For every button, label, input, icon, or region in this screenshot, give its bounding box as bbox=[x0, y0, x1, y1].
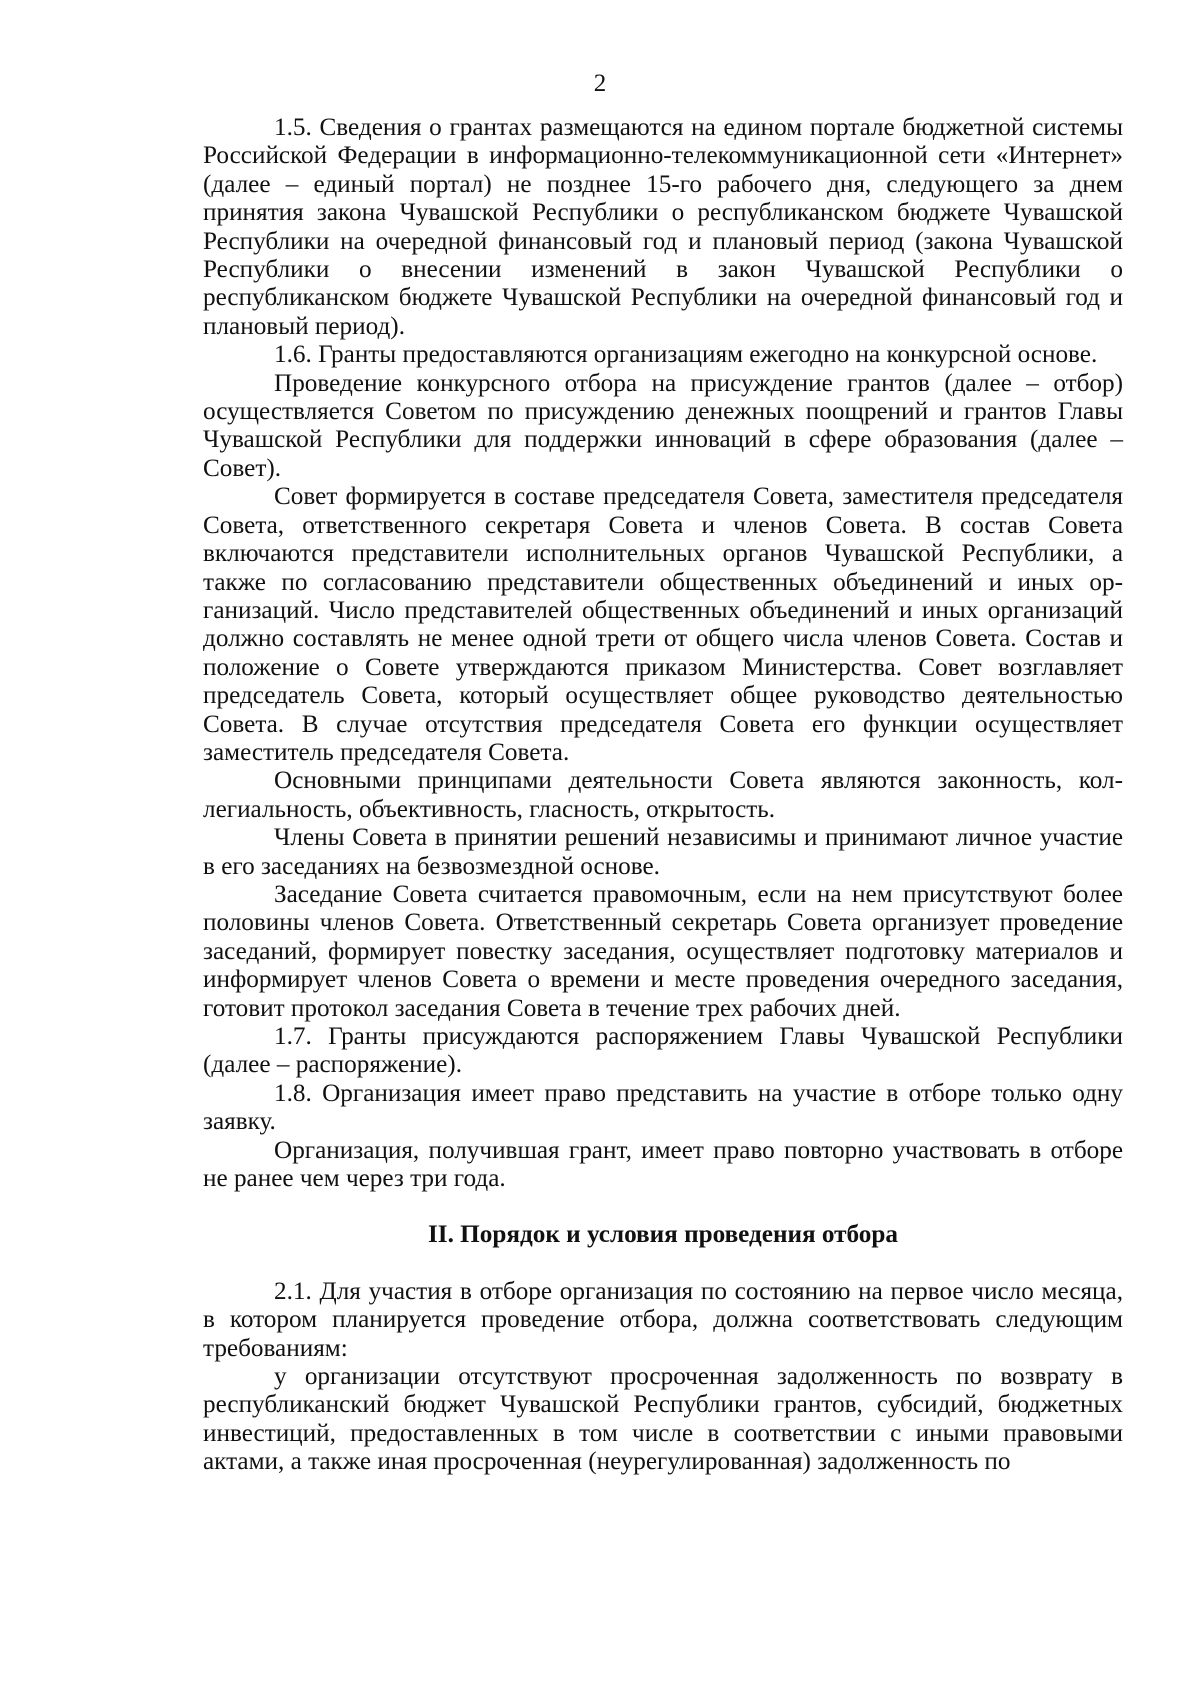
paragraph-debt-requirement: у организации отсутствуют просроченная задолженность по возврату в республиканский бюджет Чувашской Республики грантов, субсидий, бюджетных инвестиций, предоставленных в том числе в соответствии с иными правовыми актами, а также иная просроченная (неурегулированная) задолженность по bbox=[203, 1363, 1123, 1476]
paragraph-1-7: 1.7. Гранты присуждаются распоряжением Главы Чувашской Республики (далее – распоряжение). bbox=[203, 1023, 1123, 1079]
paragraph-council-meeting: Заседание Совета считается правомочным, если на нем присутствуют более половины членов Совета. Ответственный секретарь Совета организует проведение заседаний, формирует повестку заседания, осуществляет подготовку материалов и информирует членов Совета о времени и месте проведения очередного заседания, готовит протокол заседания Совета в течение трех рабочих дней. bbox=[203, 880, 1123, 1022]
paragraph-2-1: 2.1. Для участия в отборе организация по состоянию на первое число месяца, в котором планируется проведение отбора, должна соответствовать следующим требованиям: bbox=[203, 1277, 1123, 1362]
paragraph-1-8: 1.8. Организация имеет право представить на участие в отборе только одну заявку. bbox=[203, 1079, 1123, 1136]
document-body bbox=[203, 114, 1123, 1477]
paragraph-selection-procedure: Проведение конкурсного отбора на присуждение грантов (далее – отбор) осуществляется Советом по присуждению денежных поощрений и грантов Главы Чувашской Республики для поддержки инноваций в сфере образования (далее – Совет). bbox=[203, 369, 1123, 482]
paragraph-council-composition: Совет формируется в составе председателя Совета, заместителя председателя Совета, ответственного секретаря Совета и членов Совета. В состав Совета включаются представители исполнительных органов Чувашской Республики, а также по согласованию представители общественных объединений и иных организаций. Число представителей общественных объединений и иных организаций должно составлять не менее одной трети от общего числа членов Совета. Состав и положение о Совете утверждаются приказом Министерства. Совет возглавляет председатель Совета, который осуществляет общее руководство деятельностью Совета. В случае отсутствия председателя Совета его функции осуществляет заместитель председателя Совета. bbox=[203, 483, 1123, 766]
section-heading: II. Порядок и условия проведения отбора bbox=[427, 1221, 898, 1249]
paragraph-repeat-participation: Организация, получившая грант, имеет право повторно участвовать в отборе не ранее чем через три года. bbox=[203, 1136, 1123, 1193]
paragraph-1-6: 1.6. Гранты предоставляются организациям ежегодно на конкурсной основе. bbox=[274, 341, 1098, 369]
paragraph-council-members: Члены Совета в принятии решений независимы и принимают личное участие в его заседаниях на безвозмездной основе. bbox=[203, 824, 1123, 880]
paragraph-council-principles: Основными принципами деятельности Совета являются законность, коллегиальность, объективность, гласность, открытость. bbox=[203, 767, 1123, 823]
page-number: 2 bbox=[593, 70, 607, 97]
paragraph-1-5: 1.5. Сведения о грантах размещаются на едином портале бюджетной системы Российской Федерации в информационно-телекоммуникационной сети «Интернет» (далее – единый портал) не позднее 15-го рабочего дня, следующего за днем принятия закона Чувашской Республики о республиканском бюджете Чувашской Республики на очередной финансовый год и плановый период (закона Чувашской Республики о внесении изменений в закон Чувашской Республики о республиканском бюджете Чувашской Республики на очередной финансовый год и плановый период). bbox=[203, 114, 1123, 340]
